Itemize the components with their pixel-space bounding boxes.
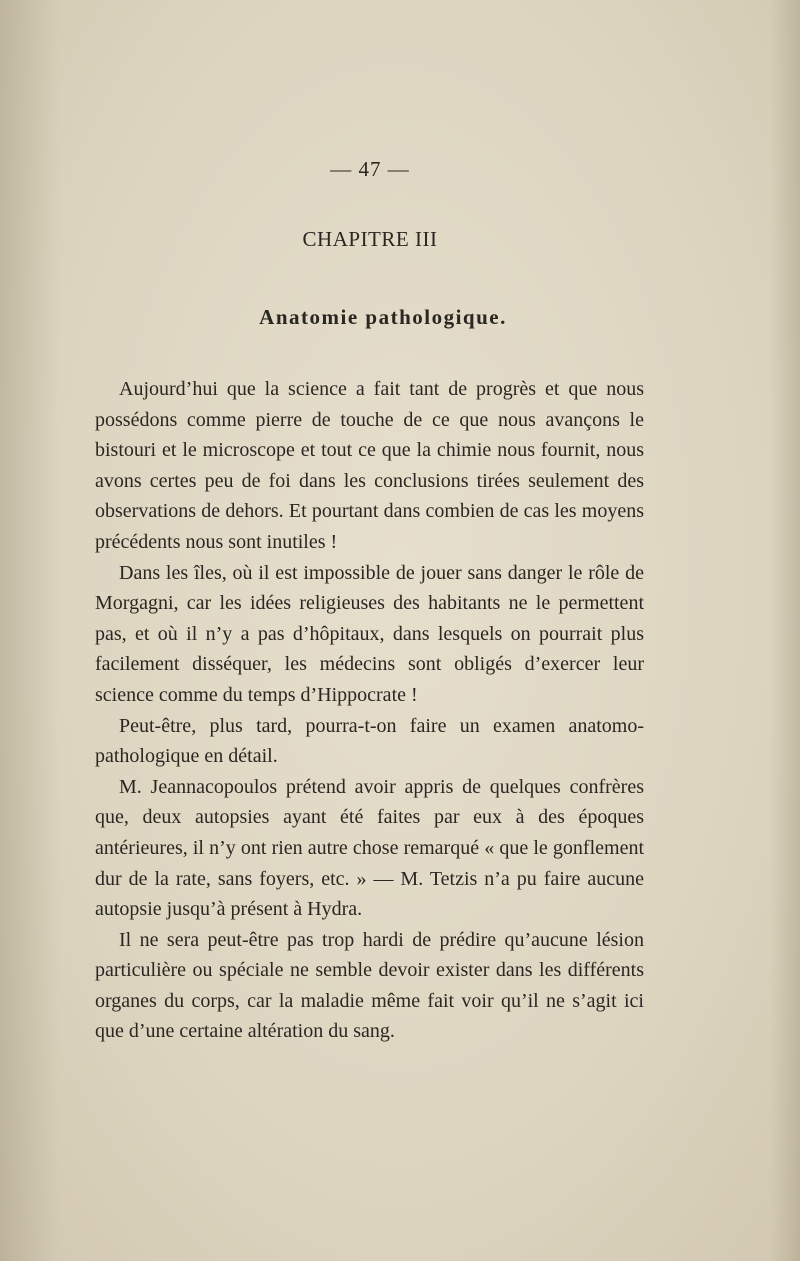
page-edge-shadow [770, 0, 800, 1261]
body-text [95, 374, 644, 1047]
paragraph: Il ne sera peut-être pas trop hardi de prédire qu’aucune lésion particulière ou spéciale ne semble devoir exister dans les différents organes du corps, car la maladie même fait voir qu’il ne s’agit ici que d’une certaine altération du sang. [95, 928, 644, 1043]
page-number: — 47 — [330, 157, 410, 181]
paragraph: Peut-être, plus tard, pourra-t-on faire un examen anatomo-pathologique en détail. [95, 714, 644, 768]
paragraph: Dans les îles, où il est impossible de jouer sans danger le rôle de Morgagni, car les idées religieuses des habitants ne le permettent pas, et où il n’y a pas d’hôpitaux, dans lesquels on pourrait plus facilement disséquer, les médecins sont obligés d’exercer leur science comme du temps d’Hippocrate ! [95, 561, 644, 706]
section-title: Anatomie pathologique. [259, 305, 507, 329]
page-gutter-shadow [0, 0, 60, 1261]
chapter-heading: CHAPITRE III [302, 227, 438, 251]
paragraph: M. Jeannacopoulos prétend avoir appris de quelques confrères que, deux autopsies ayant été faites par eux à des époques antérieures, il n’y ont rien autre chose remarqué « que le gonflement dur de la rate, sans foyers, etc. » — M. Tetzis n’a pu faire aucune autopsie jusqu’à présent à Hydra. [95, 775, 644, 921]
paragraph: Aujourd’hui que la science a fait tant de progrès et que nous possédons comme pierre de touche de ce que nous avançons le bistouri et le microscope et tout ce que la chimie nous fournit, nous avons certes peu de foi dans les conclusions tirées seulement des observations de dehors. Et pourtant dans combien de cas les moyens précédents nous sont inutiles ! [95, 378, 644, 553]
